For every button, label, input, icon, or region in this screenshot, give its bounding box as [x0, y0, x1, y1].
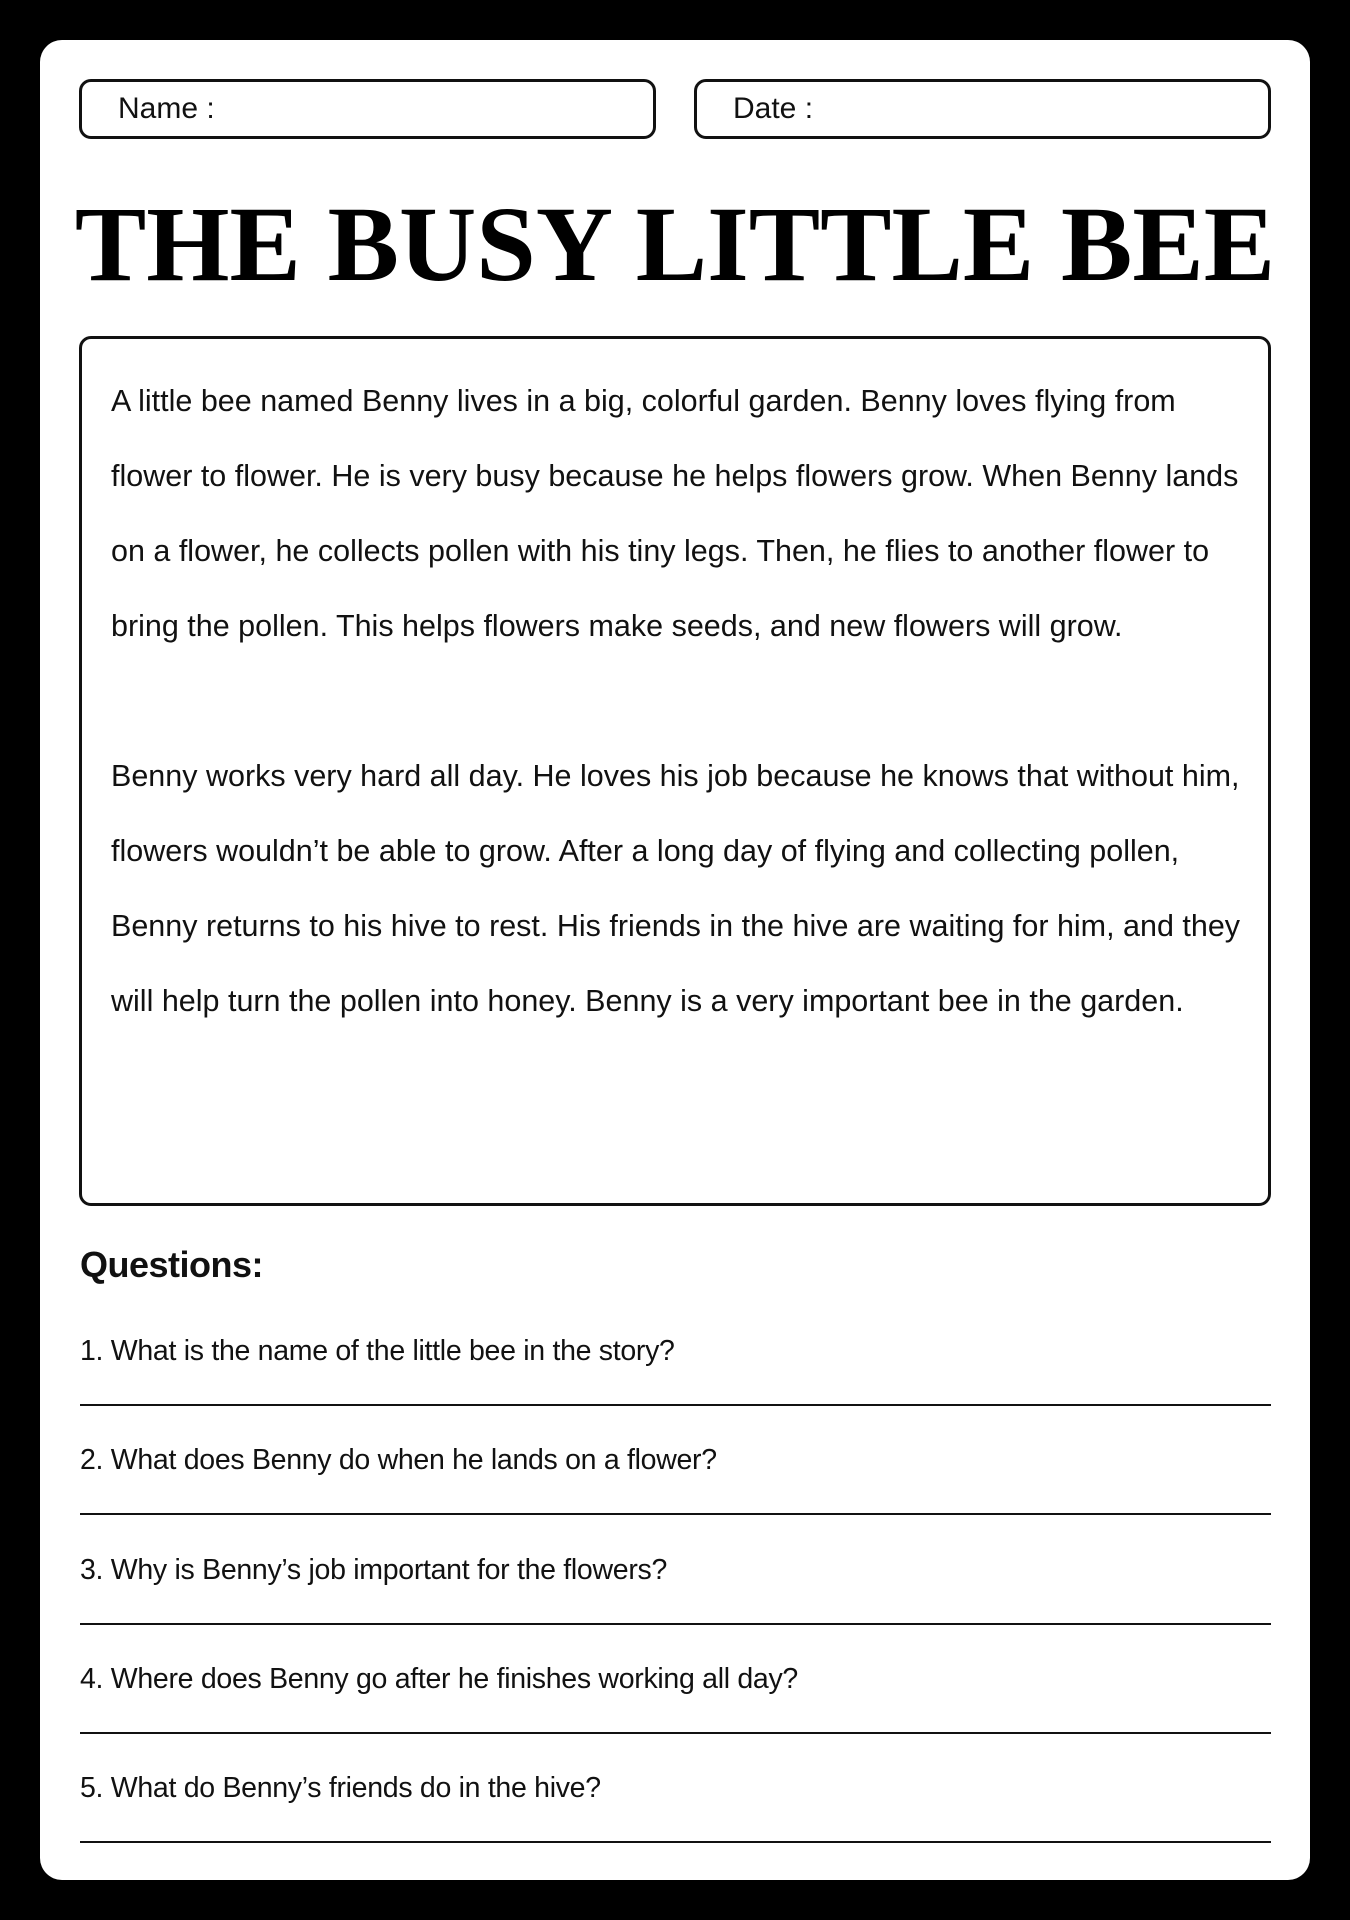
date-field[interactable] — [694, 79, 1271, 139]
name-label: Name : — [118, 92, 215, 125]
answer-line-4[interactable] — [80, 1732, 1271, 1734]
question-4-text: 4. Where does Benny go after he finishes working all day? — [80, 1663, 798, 1695]
question-5 — [80, 1768, 1271, 1878]
questions-heading: Questions: — [80, 1244, 264, 1285]
answer-line-2[interactable] — [80, 1513, 1271, 1515]
answer-line-3[interactable] — [80, 1623, 1271, 1625]
answer-line-5[interactable] — [80, 1841, 1271, 1843]
question-3 — [80, 1550, 1271, 1660]
question-4 — [80, 1659, 1271, 1769]
question-5-text: 5. What do Benny’s friends do in the hive? — [80, 1772, 601, 1804]
date-label: Date : — [733, 92, 814, 125]
question-2 — [80, 1440, 1271, 1550]
question-1 — [80, 1331, 1271, 1441]
question-3-text: 3. Why is Benny’s job important for the flowers? — [80, 1554, 668, 1586]
story-box — [79, 336, 1271, 1206]
name-field[interactable] — [79, 79, 656, 139]
question-2-text: 2. What does Benny do when he lands on a flower? — [80, 1444, 717, 1476]
worksheet-title: THE BUSY LITTLE BEE — [74, 186, 1276, 304]
story-paragraph-1: A little bee named Benny lives in a big, colorful garden. Benny loves flying from flower to flower. He is very busy because he helps flowers grow. When Benny lands on a flower, he collects pollen with his tiny legs. Then, he flies to another flower to bring the pollen. This helps flowers make seeds, and new flowers will grow. — [111, 384, 1239, 643]
worksheet-page — [40, 40, 1310, 1880]
question-1-text: 1. What is the name of the little bee in the story? — [80, 1335, 675, 1367]
story-paragraph-2: Benny works very hard all day. He loves his job because he knows that without him, flowers wouldn’t be able to grow. After a long day of flying and collecting pollen, Benny returns to his hive to rest. His friends in the hive are waiting for him, and they will help turn the pollen into honey. Benny is a very important bee in the garden. — [111, 759, 1241, 1018]
answer-line-1[interactable] — [80, 1404, 1271, 1406]
